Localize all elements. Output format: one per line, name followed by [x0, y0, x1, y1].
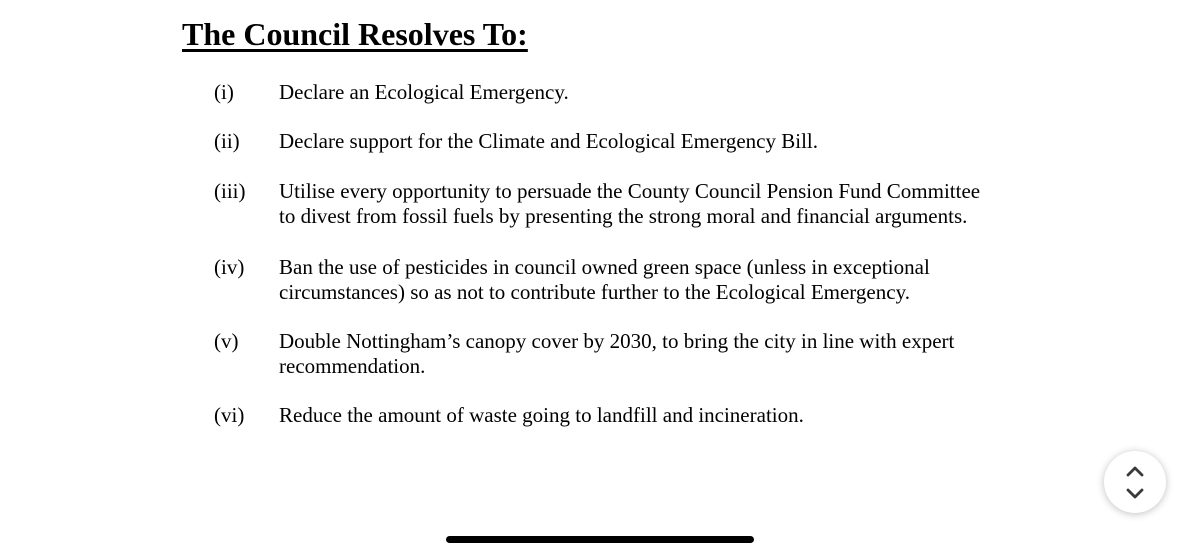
- item-text-line: recommendation.: [279, 354, 426, 378]
- scroll-up-button[interactable]: [1122, 463, 1148, 479]
- home-indicator[interactable]: [446, 536, 754, 543]
- item-text: [279, 179, 1014, 229]
- item-numeral: (iii): [214, 179, 246, 203]
- item-numeral: (iv): [214, 255, 245, 279]
- document-heading: The Council Resolves To:: [182, 16, 528, 52]
- item-text-line: Ban the use of pesticides in council owned green space (unless in exceptional: [279, 255, 930, 279]
- item-text: [279, 403, 1014, 428]
- item-text: [279, 80, 1014, 105]
- chevron-up-icon: [1126, 466, 1144, 477]
- item-text-line: Declare an Ecological Emergency.: [279, 80, 569, 104]
- item-text: [279, 255, 1014, 305]
- page-navigation-control: [1104, 451, 1166, 513]
- item-numeral: (i): [214, 80, 234, 104]
- item-text-line: Reduce the amount of waste going to landfill and incineration.: [279, 403, 804, 427]
- item-numeral: (vi): [214, 403, 245, 427]
- item-text-line: circumstances) so as not to contribute further to the Ecological Emergency.: [279, 280, 910, 304]
- item-text: [279, 329, 1014, 379]
- item-text: [279, 129, 1014, 154]
- item-text-line: to divest from fossil fuels by presenting the strong moral and financial arguments.: [279, 204, 968, 228]
- item-numeral: (v): [214, 329, 239, 353]
- item-numeral: (ii): [214, 129, 240, 153]
- chevron-down-icon: [1126, 488, 1144, 499]
- item-text-line: Double Nottingham’s canopy cover by 2030, to bring the city in line with expert: [279, 329, 955, 353]
- scroll-down-button[interactable]: [1122, 485, 1148, 501]
- item-text-line: Utilise every opportunity to persuade the County Council Pension Fund Committee: [279, 179, 981, 203]
- item-text-line: Declare support for the Climate and Ecological Emergency Bill.: [279, 129, 819, 153]
